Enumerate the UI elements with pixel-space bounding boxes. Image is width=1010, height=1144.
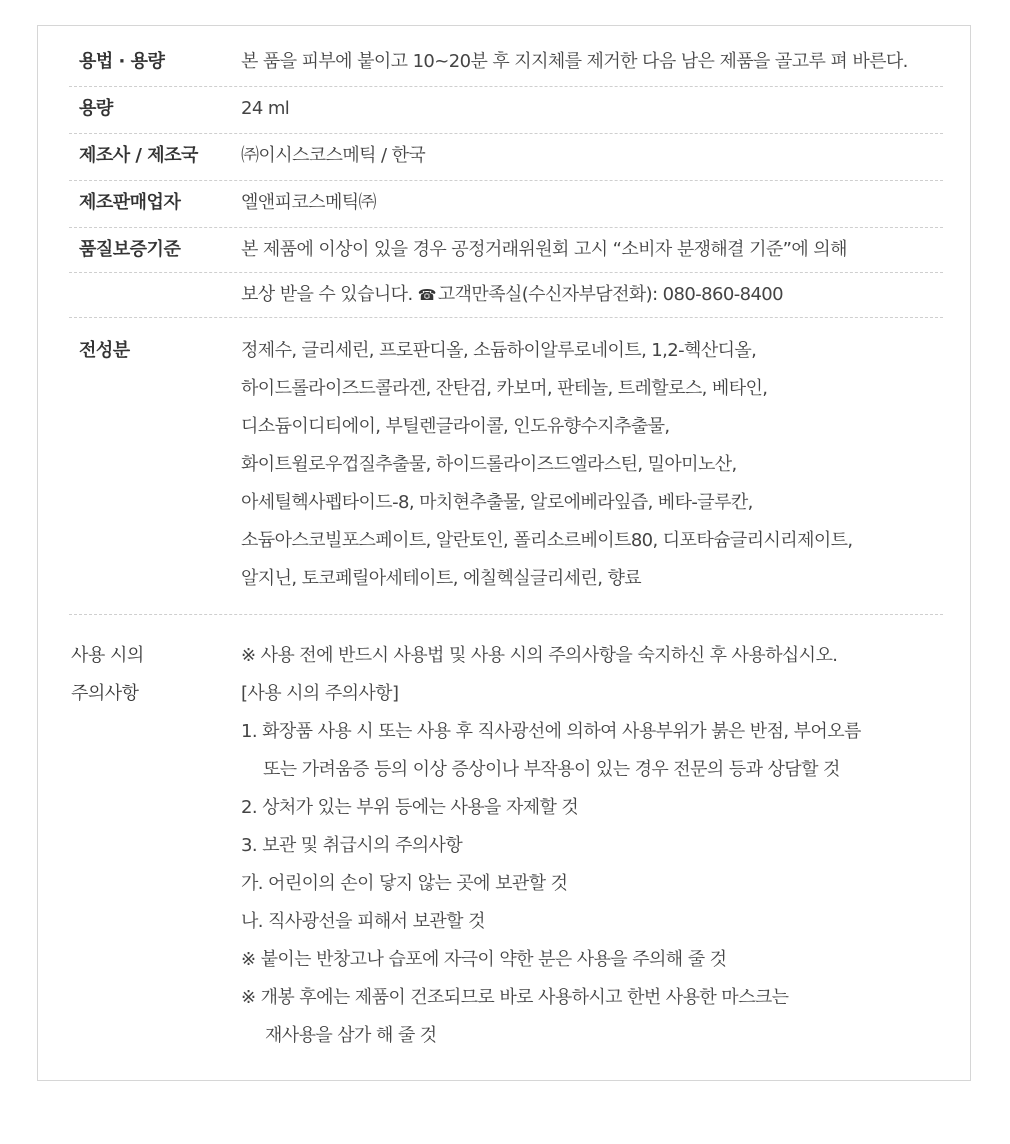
caution-line: 가. 어린이의 손이 닿지 않는 곳에 보관할 것 [241, 873, 568, 894]
ingredients-list [241, 332, 943, 598]
manufacturer-label: 제조사 / 제조국 [79, 145, 198, 166]
volume-label: 용량 [79, 98, 113, 119]
caution-label-line-1: 사용 시의 [71, 645, 144, 666]
ingredients-label: 전성분 [79, 340, 130, 361]
caution-line: 또는 가려움증 등의 이상 증상이나 부작용이 있는 경우 전문의 등과 상담할 것 [263, 759, 840, 780]
caution-line: ※ 사용 전에 반드시 사용법 및 사용 시의 주의사항을 숙지하신 후 사용하십시오. [241, 645, 838, 666]
seller-row [69, 181, 943, 228]
quality-contact: 고객만족실(수신자부담전화): 080-860-8400 [437, 284, 783, 305]
volume-row [69, 87, 943, 134]
ingredients-line: 화이트윌로우껍질추출물, 하이드롤라이즈드엘라스틴, 밀아미노산, [241, 454, 737, 475]
usage-value: 본 품을 피부에 붙이고 10~20분 후 지지체를 제거한 다음 남은 제품을 골고루 펴 바른다. [241, 51, 908, 72]
ingredients-line: 하이드롤라이즈드콜라겐, 잔탄검, 카보머, 판테놀, 트레할로스, 베타인, [241, 378, 768, 399]
seller-value: 엘앤피코스메틱㈜ [241, 192, 376, 213]
manufacturer-row [69, 134, 943, 181]
caution-list [241, 637, 943, 1055]
quality-line-1: 본 제품에 이상이 있을 경우 공정거래위원회 고시 “소비자 분쟁해결 기준”에 의해 [69, 228, 943, 273]
quality-label: 품질보증기준 [79, 239, 181, 260]
ingredients-line: 디소듐이디티에이, 부틸렌글라이콜, 인도유향수지추출물, [241, 416, 670, 437]
ingredients-line: 정제수, 글리세린, 프로판디올, 소듐하이알루로네이트, 1,2-헥산디올, [241, 340, 757, 361]
ingredients-row [69, 318, 943, 615]
caution-line: 3. 보관 및 취급시의 주의사항 [241, 835, 463, 856]
caution-line: 재사용을 삼가 해 줄 것 [265, 1025, 437, 1046]
ingredients-line: 소듐아스코빌포스페이트, 알란토인, 폴리소르베이트80, 디포타슘글리시리제이트, [241, 530, 853, 551]
ingredients-line: 알지닌, 토코페릴아세테이트, 에칠헥실글리세린, 향료 [241, 568, 642, 589]
ingredients-line: 아세틸헥사펩타이드-8, 마치현추출물, 알로에베라잎즙, 베타-글루칸, [241, 492, 753, 513]
quality-value [241, 228, 943, 317]
usage-label: 용법 · 용량 [79, 51, 165, 72]
quality-row [69, 228, 943, 318]
caution-label-line-2: 주의사항 [71, 683, 139, 704]
product-info-panel [37, 25, 971, 1081]
caution-line: ※ 개봉 후에는 제품이 건조되므로 바로 사용하시고 한번 사용한 마스크는 [241, 987, 789, 1008]
caution-line: ※ 붙이는 반창고나 습포에 자극이 약한 분은 사용을 주의해 줄 것 [241, 949, 727, 970]
caution-label [69, 637, 241, 1055]
caution-line: 2. 상처가 있는 부위 등에는 사용을 자제할 것 [241, 797, 579, 818]
quality-line-2 [241, 273, 943, 317]
product-info-table [69, 40, 943, 1055]
manufacturer-value: ㈜이시스코스메틱 / 한국 [241, 145, 426, 166]
caution-line: 1. 화장품 사용 시 또는 사용 후 직사광선에 의하여 사용부위가 붉은 반점, 부어오름 [241, 721, 861, 742]
seller-label: 제조판매업자 [79, 192, 181, 213]
telephone-icon: ☎ [417, 286, 436, 304]
caution-line: 나. 직사광선을 피해서 보관할 것 [241, 911, 485, 932]
volume-value: 24 ml [241, 98, 290, 119]
quality-line-2-text: 보상 받을 수 있습니다. [241, 284, 413, 305]
usage-row [69, 40, 943, 87]
caution-line: [사용 시의 주의사항] [241, 683, 399, 704]
caution-row [69, 615, 943, 1055]
